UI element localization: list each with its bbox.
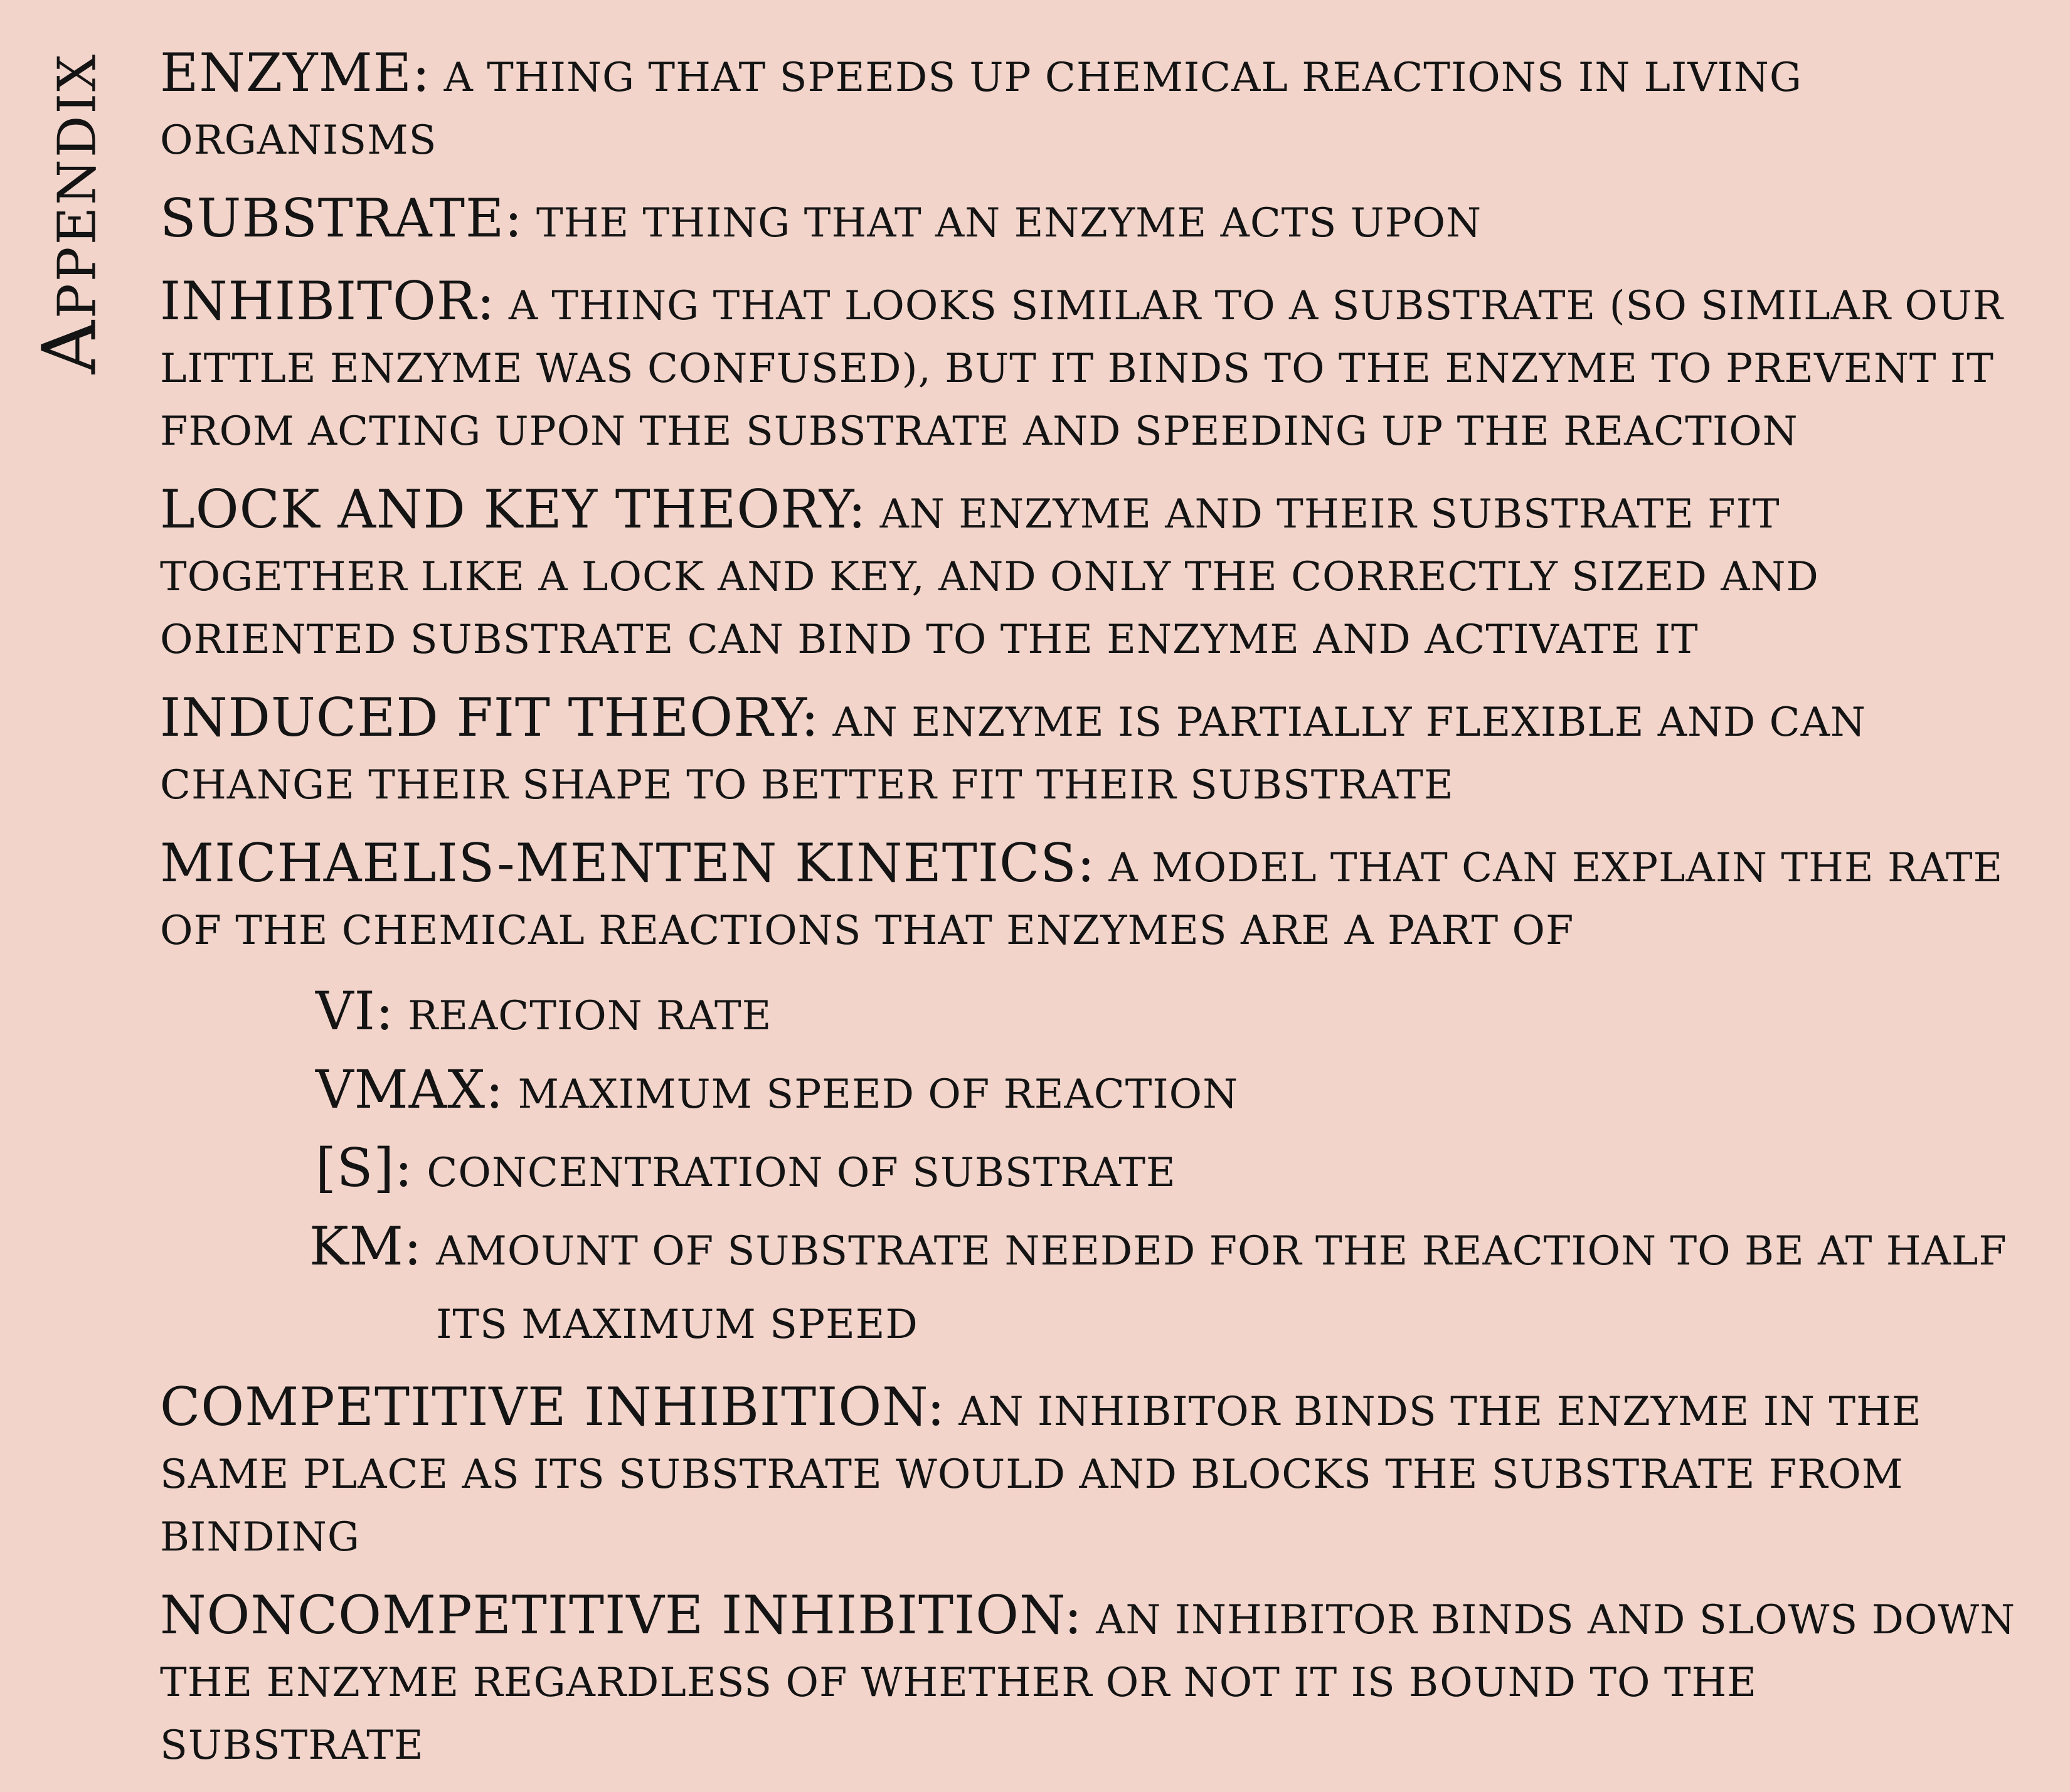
glossary-entry-lock-and-key	[160, 478, 2029, 671]
term-competitive-inhibition: COMPETITIVE INHIBITION:	[160, 1376, 945, 1438]
appendix-side-title	[26, 50, 113, 376]
glossary-entry-michaelis-menten	[160, 832, 2029, 962]
definition-michaelis-menten-kinetics: A MODEL THAT CAN EXPLAIN THE RATE OF THE CHEMICAL REACTIONS THAT ENZYMES ARE A PART OF	[160, 845, 2004, 954]
term-michaelis-menten-kinetics: MICHAELIS-MENTEN KINETICS:	[160, 832, 1096, 894]
term-enzyme: ENZYME:	[160, 42, 431, 103]
term-induced-fit-theory: INDUCED FIT THEORY:	[160, 687, 820, 748]
term-substrate-concentration: [S]:	[316, 1137, 413, 1199]
definition-vmax: MAXIMUM SPEED OF REACTION	[518, 1071, 1239, 1118]
appendix-title-text: Appendix	[26, 52, 113, 374]
glossary-entry-competitive-inhibition	[160, 1376, 2029, 1569]
definition-competitive-inhibition: AN INHIBITOR BINDS THE ENZYME IN THE SAME PLACE AS ITS SUBSTRATE WOULD AND BLOCKS THE SUBSTRATE FROM BINDING	[160, 1389, 1922, 1561]
term-km: KM:	[309, 1216, 423, 1277]
term-vmax: VMAX:	[316, 1059, 504, 1120]
term-inhibitor: INHIBITOR:	[160, 270, 496, 332]
term-vi: VI:	[316, 980, 395, 1042]
term-substrate: SUBSTRATE:	[160, 188, 523, 249]
kinetics-entry-km	[160, 1210, 2029, 1362]
glossary-entry-noncompetitive-inhibition	[160, 1584, 2029, 1777]
kinetics-variable-list	[160, 975, 2029, 1362]
glossary-entry-inhibitor	[160, 270, 2029, 463]
definition-vi: REACTION RATE	[408, 993, 772, 1039]
definition-lock-and-key-theory: AN ENZYME AND THEIR SUBSTRATE FIT TOGETHER LIKE A LOCK AND KEY, AND ONLY THE CORRECTLY SIZED AND ORIENTED SUBSTRATE CAN BIND TO THE ENZYME AND ACTIVATE IT	[160, 491, 1819, 663]
definition-induced-fit-theory: AN ENZYME IS PARTIALLY FLEXIBLE AND CAN CHANGE THEIR SHAPE TO BETTER FIT THEIR SUBSTRATE	[160, 699, 1866, 809]
glossary-entry-enzyme	[160, 41, 2029, 172]
definition-substrate-concentration: CONCENTRATION OF SUBSTRATE	[427, 1150, 1176, 1196]
glossary-list	[160, 41, 2029, 1792]
term-noncompetitive-inhibition: NONCOMPETITIVE INHIBITION:	[160, 1584, 1083, 1646]
kinetics-entry-vi	[160, 975, 2029, 1053]
kinetics-entry-substrate-concentration	[160, 1132, 2029, 1210]
definition-noncompetitive-inhibition: AN INHIBITOR BINDS AND SLOWS DOWN THE ENZYME REGARDLESS OF WHETHER OR NOT IT IS BOUND TO THE SUBSTRATE	[160, 1597, 2016, 1769]
kinetics-entry-vmax	[160, 1053, 2029, 1132]
definition-inhibitor: A THING THAT LOOKS SIMILAR TO A SUBSTRATE (SO SIMILAR OUR LITTLE ENZYME WAS CONFUSED), BUT IT BINDS TO THE ENZYME TO PREVENT IT FROM ACTING UPON THE SUBSTRATE AND SPEEDING UP THE REACTION	[160, 283, 2004, 455]
definition-enzyme: A THING THAT SPEEDS UP CHEMICAL REACTIONS IN LIVING ORGANISMS	[160, 55, 1802, 164]
term-lock-and-key-theory: LOCK AND KEY THEORY:	[160, 479, 867, 540]
definition-km: AMOUNT OF SUBSTRATE NEEDED FOR THE REACTION TO BE AT HALF ITS MAXIMUM SPEED	[436, 1228, 2007, 1348]
glossary-entry-induced-fit	[160, 686, 2029, 817]
definition-substrate: THE THING THAT AN ENZYME ACTS UPON	[536, 200, 1482, 247]
glossary-entry-substrate	[160, 187, 2029, 255]
